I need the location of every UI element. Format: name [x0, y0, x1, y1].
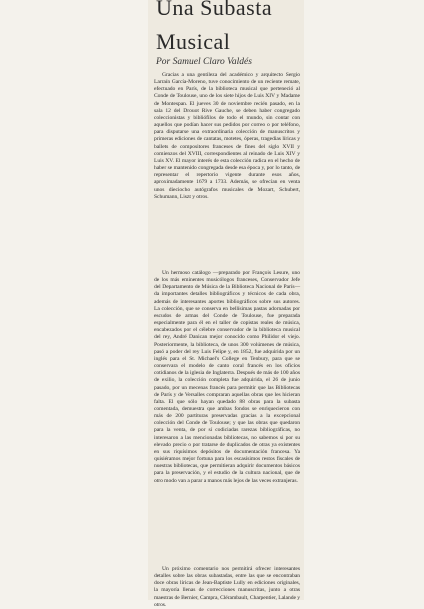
article-paragraph-2: Un hermoso catálogo —preparado por François Lesure, uno de los más eminentes musicólogos franceses, Conservador Jefe del Departamento de Música de la Biblioteca Nacional de París— da importantes detalles bibliográficos y técnicos de cada obra, además de interesantes aportes bibliográficos sobre sus autores. La colección, que se conserva en bellísimas pastas adornadas por escudos de armas del Conde de Toulouse, fue preparada especialmente para él en el taller de copistas reales de música, encabezados por el célebre conservador de la biblioteca musical del rey, André Danican mejor conocido como Philidor el viejo. Posteriormente, la biblioteca, de unos 300 volúmenes de música, pasó a poder del rey Luis Felipe y, en 1852, fue adquirida por un inglés para el St. Michael's College en Tenbury, para que se conservara el modelo de canto coral francés en los oficios cotidianos de la iglesia de Inglaterra. Después de más de 100 años de exilio, la colección completa fue adquirida, el 26 de junio pasado, por un mecenas francés para permitir que las Bibliotecas de París y de Versalles compraran aquellas obras que les hicieran falta. El que sólo hayan quedado 88 obras para la subasta comentada, demuestra que ambas fondos se enriquecieron con más de 200 partituras preservadas gracias a la excepcional colección del Conde de Toulouse; y que las obras que quedaron para la venta, de por sí codiciadas rarezas bibliográficas, no interesaron a las mencionadas bibliotecas, no sabemos si por su elevado precio o por tratarse de duplicados de otras ya existentes en sus riquísimos depósitos de documentación francesa. Ya quisiéramos mejor fortuna para los escasísimos restos fiscales de nuestras bibliotecas, que permitieran adquirir documentos básicos para la preservación, y el estudio de la cultura nacional, que de otro modo van a parar a manos más lejos de las veces extranjeras.	[154, 270, 300, 484]
article-paragraph-3: Un próximo comentario nos permitirá ofrecer interesantes detalles sobre las obras subastadas, entre las que se encontraban doce obras líricas de Jean-Baptiste Lully en ediciones originales, la mayoría llenas de correcciones manuscritas, junto a otras maestras de Bernier, Campra, Clérambault, Charpentier, Lalande y otros.	[154, 566, 300, 608]
article-byline: Por Samuel Claro Valdés	[156, 57, 252, 67]
article-paragraph-1: Gracias a una gentileza del académico y arquitecto Sergio Larraín García-Moreno, tuve conocimiento de un reciente remate, efectuado en París, de la biblioteca musical que perteneció al Conde de Toulouse, uno de los siete hijos de Luis XIV y Madame de Montespan. El jueves 30 de noviembre recién pasado, en la sala 12 del Drouot Rive Gauche, se deben haber congregado coleccionistas y bibliófilos de todo el mundo, sin contar con aquellos que podían hacer sus pedidos por correo o por teléfono, para disputarse una extraordinaria colección de manuscritos y primeras ediciones de cantatas, motetes, óperas, tragedias líricas y ballets de compositores franceses de fines del siglo XVII y comienzos del XVIII, correspondientes al reinado de Luis XIV y Luis XV. El mayor interés de esta colección radica en el hecho de haber se mantenido congregada desde esa época y, por lo tanto, de representar el repertorio vigente durante esos años, aproximadamente 1679 a 1733. Además, se ofrecían en venta unos dieciocho autógrafos musicales de Mozart, Schubert, Schumann, Liszt y otros.	[154, 72, 300, 200]
article-title-line-1: Una Subasta	[156, 0, 273, 20]
article-title-line-2: Musical	[156, 29, 231, 54]
